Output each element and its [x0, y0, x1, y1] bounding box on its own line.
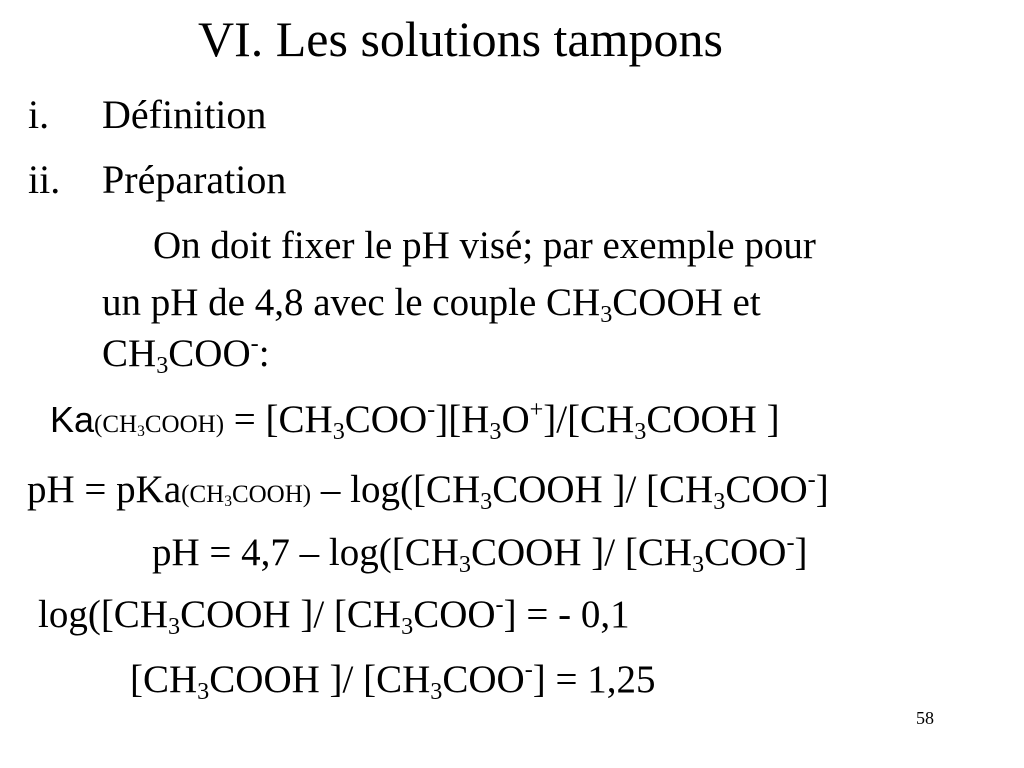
- paragraph-line-1: On doit fixer le pH visé; par exemple pour: [153, 224, 816, 267]
- list-item-preparation: Préparation: [102, 157, 287, 202]
- equation-ka: $Ka(CH_3COOH)$ = $[CH_3COO^-][H_3O^+]/[CH_3COOH$ ]: [50, 396, 780, 445]
- list-number-1: i.: [28, 92, 50, 137]
- paragraph-line-2: un pH de 4,8 avec le couple $CH_3COOH$ et: [102, 281, 761, 328]
- equation-henderson: pH = $pKa(CH_3COOH)$ – $\log([CH_3COOH$ ]/ $[CH_3COO^-]$: [27, 466, 829, 515]
- list-item-definition: Définition: [102, 92, 267, 137]
- equation-log-ratio: $\log([CH_3COOH$ ]/ $[CH_3COO^-]$ = - 0,1: [38, 591, 630, 640]
- equation-ratio-result: [$CH_3COOH$ ]/ $[CH_3COO^-] = 1,25$: [130, 656, 656, 705]
- list-number-2: ii.: [28, 157, 61, 202]
- paragraph-line-3: $CH_3COO^-$:: [102, 330, 270, 379]
- slide-title: VI. Les solutions tampons: [198, 11, 723, 67]
- slide-number: 58: [916, 708, 934, 728]
- equation-ph-value: pH = $4,7 - \log([CH_3COOH$ ]/ $[CH_3COO^-]$: [152, 529, 808, 578]
